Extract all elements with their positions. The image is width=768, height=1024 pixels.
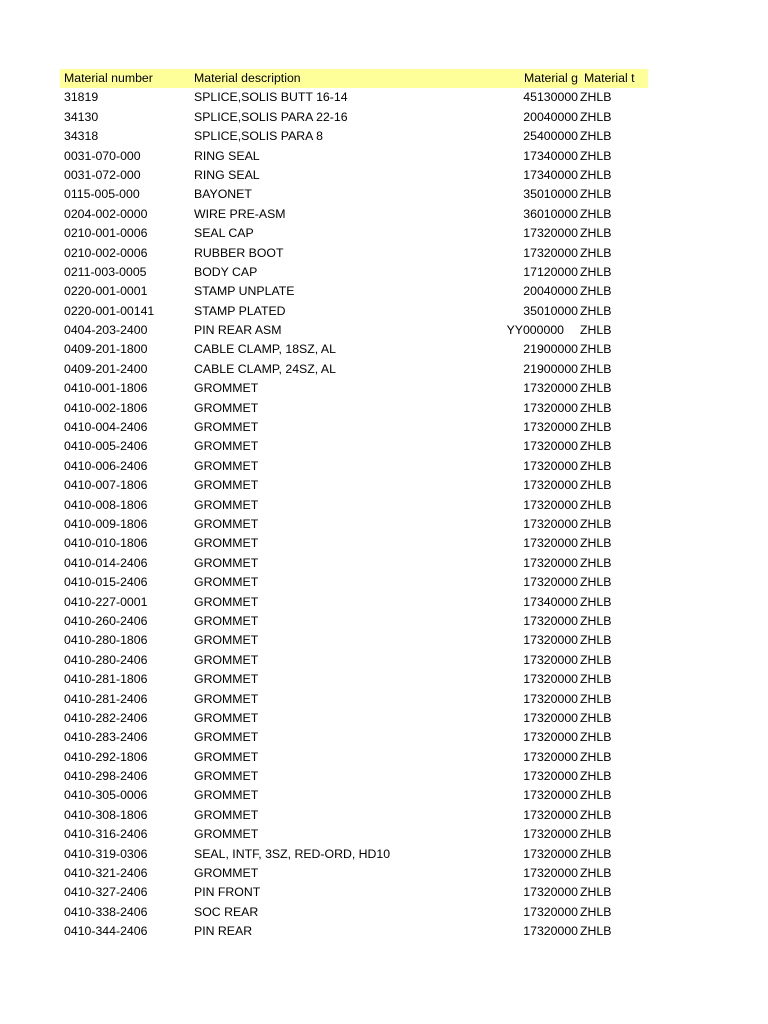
cell-material-number[interactable]: 0220-001-0001 [64, 284, 148, 299]
cell-material-number[interactable]: 34130 [64, 109, 99, 124]
header-material-number[interactable]: Material number [64, 71, 153, 85]
cell-material-description[interactable]: GROMMET [194, 769, 259, 784]
table-row [60, 806, 648, 825]
cell-material-description[interactable]: GROMMET [194, 613, 259, 628]
table-row [60, 612, 648, 631]
cell-material-number[interactable]: 0410-009-1806 [64, 516, 148, 531]
header-material-type[interactable]: Material t [584, 71, 635, 85]
cell-material-group[interactable]: 17320000 [523, 827, 578, 842]
cell-material-group[interactable]: 21900000 [523, 342, 578, 357]
cell-material-type[interactable]: ZHLB [580, 497, 612, 512]
cell-material-description[interactable]: PIN FRONT [194, 885, 261, 900]
cell-material-group[interactable]: 17320000 [523, 749, 578, 764]
cell-material-description[interactable]: GROMMET [194, 536, 259, 551]
cell-material-number[interactable]: 0410-344-2406 [64, 924, 148, 939]
cell-material-description[interactable]: GROMMET [194, 497, 259, 512]
cell-material-type[interactable]: ZHLB [580, 594, 612, 609]
cell-material-group[interactable]: 17320000 [523, 381, 578, 396]
cell-material-group[interactable]: 17320000 [523, 497, 578, 512]
cell-material-number[interactable]: 0410-006-2406 [64, 458, 148, 473]
table-row [60, 88, 648, 107]
table-row [60, 244, 648, 263]
table-row [60, 864, 648, 883]
cell-material-description[interactable]: GROMMET [194, 827, 259, 842]
cell-material-description[interactable]: GROMMET [194, 458, 259, 473]
table-row [60, 845, 648, 864]
cell-material-number[interactable]: 0410-281-1806 [64, 672, 148, 687]
cell-material-description[interactable]: RING SEAL [194, 148, 260, 163]
table-row [60, 147, 648, 166]
cell-material-group[interactable]: 45130000 [523, 90, 578, 105]
cell-material-group[interactable]: 21900000 [523, 361, 578, 376]
cell-material-group[interactable]: 17320000 [523, 807, 578, 822]
cell-material-type[interactable]: ZHLB [580, 730, 612, 745]
cell-material-group[interactable]: 17320000 [523, 400, 578, 415]
cell-material-group[interactable]: 17340000 [523, 148, 578, 163]
cell-material-type[interactable]: ZHLB [580, 788, 612, 803]
cell-material-type[interactable]: ZHLB [580, 129, 612, 144]
cell-material-type[interactable]: ZHLB [580, 458, 612, 473]
header-material-group[interactable]: Material g [524, 71, 578, 85]
cell-material-group[interactable]: 17340000 [523, 167, 578, 182]
table-row [60, 593, 648, 612]
cell-material-type[interactable]: ZHLB [580, 420, 612, 435]
table-header-row [60, 69, 648, 88]
cell-material-number[interactable]: 34318 [64, 129, 99, 144]
cell-material-type[interactable]: ZHLB [580, 303, 612, 318]
cell-material-description[interactable]: SPLICE,SOLIS BUTT 16-14 [194, 90, 348, 105]
cell-material-number[interactable]: 0404-203-2400 [64, 323, 148, 338]
cell-material-number[interactable]: 0410-305-0006 [64, 788, 148, 803]
cell-material-group[interactable]: 17320000 [523, 904, 578, 919]
cell-material-group[interactable]: 17340000 [523, 594, 578, 609]
cell-material-group[interactable]: 35010000 [523, 187, 578, 202]
cell-material-type[interactable]: ZHLB [580, 807, 612, 822]
cell-material-group[interactable]: 20040000 [523, 284, 578, 299]
cell-material-group[interactable]: 17320000 [523, 846, 578, 861]
cell-material-type[interactable]: ZHLB [580, 827, 612, 842]
table-row [60, 515, 648, 534]
cell-material-number[interactable]: 0031-070-000 [64, 148, 141, 163]
cell-material-number[interactable]: 0410-292-1806 [64, 749, 148, 764]
table-row [60, 205, 648, 224]
cell-material-type[interactable]: ZHLB [580, 148, 612, 163]
cell-material-type[interactable]: ZHLB [580, 516, 612, 531]
table-row [60, 825, 648, 844]
cell-material-group[interactable]: 17320000 [523, 439, 578, 454]
cell-material-group[interactable]: 17320000 [523, 555, 578, 570]
cell-material-group[interactable]: 17320000 [523, 788, 578, 803]
table-row [60, 651, 648, 670]
cell-material-number[interactable]: 0410-014-2406 [64, 555, 148, 570]
cell-material-description[interactable]: SPLICE,SOLIS PARA 8 [194, 129, 323, 144]
cell-material-number[interactable]: 0410-002-1806 [64, 400, 148, 415]
table-row [60, 767, 648, 786]
cell-material-number[interactable]: 0410-227-0001 [64, 594, 148, 609]
table-row [60, 748, 648, 767]
cell-material-description[interactable]: GROMMET [194, 575, 259, 590]
cell-material-group[interactable]: 17320000 [523, 652, 578, 667]
table-row [60, 534, 648, 553]
table-row [60, 282, 648, 301]
cell-material-number[interactable]: 0410-319-0306 [64, 846, 148, 861]
cell-material-type[interactable]: ZHLB [580, 284, 612, 299]
cell-material-number[interactable]: 0410-004-2406 [64, 420, 148, 435]
cell-material-description[interactable]: CABLE CLAMP, 18SZ, AL [194, 342, 336, 357]
table-row [60, 670, 648, 689]
cell-material-number[interactable]: 0031-072-000 [64, 167, 141, 182]
cell-material-description[interactable]: GROMMET [194, 594, 259, 609]
table-row [60, 321, 648, 340]
cell-material-group[interactable]: 17320000 [523, 672, 578, 687]
cell-material-description[interactable]: PIN REAR ASM [194, 323, 282, 338]
cell-material-description[interactable]: GROMMET [194, 710, 259, 725]
table-row [60, 379, 648, 398]
cell-material-description[interactable]: STAMP UNPLATE [194, 284, 295, 299]
cell-material-number[interactable]: 31819 [64, 90, 99, 105]
cell-material-number[interactable]: 0410-308-1806 [64, 807, 148, 822]
cell-material-description[interactable]: BAYONET [194, 187, 252, 202]
cell-material-number[interactable]: 0410-327-2406 [64, 885, 148, 900]
cell-material-type[interactable]: ZHLB [580, 400, 612, 415]
cell-material-group[interactable]: 17320000 [523, 866, 578, 881]
cell-material-number[interactable]: 0115-005-000 [64, 187, 140, 202]
cell-material-description[interactable]: GROMMET [194, 652, 259, 667]
cell-material-description[interactable]: GROMMET [194, 749, 259, 764]
table-row [60, 573, 648, 592]
cell-material-description[interactable]: GROMMET [194, 633, 259, 648]
cell-material-number[interactable]: 0210-001-0006 [64, 226, 148, 241]
cell-material-type[interactable]: ZHLB [580, 90, 612, 105]
cell-material-type[interactable]: ZHLB [580, 652, 612, 667]
cell-material-number[interactable]: 0410-015-2406 [64, 575, 148, 590]
cell-material-number[interactable]: 0410-321-2406 [64, 866, 148, 881]
cell-material-number[interactable]: 0410-280-1806 [64, 633, 148, 648]
cell-material-type[interactable]: ZHLB [580, 904, 612, 919]
cell-material-description[interactable]: BODY CAP [194, 264, 258, 279]
cell-material-group[interactable]: 17320000 [523, 924, 578, 939]
cell-material-number[interactable]: 0410-316-2406 [64, 827, 148, 842]
cell-material-number[interactable]: 0410-280-2406 [64, 652, 148, 667]
cell-material-group[interactable]: 17120000 [523, 264, 578, 279]
cell-material-group[interactable]: 17320000 [523, 613, 578, 628]
cell-material-description[interactable]: WIRE PRE-ASM [194, 206, 286, 221]
cell-material-type[interactable]: ZHLB [580, 575, 612, 590]
cell-material-group[interactable]: 35010000 [523, 303, 578, 318]
cell-material-description[interactable]: GROMMET [194, 555, 259, 570]
cell-material-description[interactable]: SOC REAR [194, 904, 259, 919]
cell-material-type[interactable]: ZHLB [580, 846, 612, 861]
cell-material-number[interactable]: 0410-010-1806 [64, 536, 148, 551]
material-table [60, 69, 648, 942]
cell-material-number[interactable]: 0409-201-2400 [64, 361, 148, 376]
cell-material-group[interactable]: 17320000 [523, 769, 578, 784]
cell-material-group[interactable]: 17320000 [523, 730, 578, 745]
table-row [60, 922, 648, 941]
table-row [60, 883, 648, 902]
table-row [60, 728, 648, 747]
cell-material-type[interactable]: ZHLB [580, 381, 612, 396]
cell-material-group[interactable]: 17320000 [523, 245, 578, 260]
cell-material-number[interactable]: 0410-281-2406 [64, 691, 148, 706]
cell-material-description[interactable]: RING SEAL [194, 167, 260, 182]
table-row [60, 903, 648, 922]
cell-material-group[interactable]: 17320000 [523, 516, 578, 531]
cell-material-group[interactable]: 17320000 [523, 575, 578, 590]
cell-material-number[interactable]: 0211-003-0005 [64, 264, 147, 279]
cell-material-type[interactable]: ZHLB [580, 478, 612, 493]
cell-material-number[interactable]: 0220-001-00141 [64, 303, 155, 318]
cell-material-description[interactable]: SEAL, INTF, 3SZ, RED-ORD, HD10 [194, 846, 391, 861]
cell-material-type[interactable]: ZHLB [580, 264, 612, 279]
cell-material-description[interactable]: CABLE CLAMP, 24SZ, AL [194, 361, 336, 376]
cell-material-description[interactable]: GROMMET [194, 807, 259, 822]
cell-material-number[interactable]: 0410-338-2406 [64, 904, 148, 919]
cell-material-group[interactable]: 17320000 [523, 458, 578, 473]
cell-material-type[interactable]: ZHLB [580, 439, 612, 454]
table-row [60, 340, 648, 359]
cell-material-number[interactable]: 0409-201-1800 [64, 342, 148, 357]
cell-material-type[interactable]: ZHLB [580, 749, 612, 764]
cell-material-description[interactable]: GROMMET [194, 478, 259, 493]
table-row [60, 437, 648, 456]
cell-material-number[interactable]: 0410-001-1806 [64, 381, 148, 396]
cell-material-group[interactable]: 17320000 [523, 478, 578, 493]
cell-material-description[interactable]: SEAL CAP [194, 226, 254, 241]
cell-material-type[interactable]: ZHLB [580, 769, 612, 784]
cell-material-number[interactable]: 0410-298-2406 [64, 769, 148, 784]
table-row [60, 496, 648, 515]
cell-material-type[interactable]: ZHLB [580, 206, 612, 221]
table-row [60, 418, 648, 437]
table-row [60, 631, 648, 650]
cell-material-description[interactable]: SPLICE,SOLIS PARA 22-16 [194, 109, 348, 124]
cell-material-number[interactable]: 0204-002-0000 [64, 206, 148, 221]
cell-material-number[interactable]: 0410-260-2406 [64, 613, 148, 628]
cell-material-type[interactable]: ZHLB [580, 323, 612, 338]
cell-material-description[interactable]: PIN REAR [194, 924, 253, 939]
table-row [60, 166, 648, 185]
cell-material-description[interactable]: STAMP PLATED [194, 303, 286, 318]
cell-material-group[interactable]: 17320000 [523, 226, 578, 241]
cell-material-type[interactable]: ZHLB [580, 613, 612, 628]
cell-material-type[interactable]: ZHLB [580, 536, 612, 551]
table-row [60, 263, 648, 282]
cell-material-group[interactable]: 25400000 [523, 129, 578, 144]
table-row [60, 457, 648, 476]
cell-material-description[interactable]: GROMMET [194, 788, 259, 803]
cell-material-group[interactable]: 17320000 [523, 691, 578, 706]
cell-material-group[interactable]: 17320000 [523, 536, 578, 551]
cell-material-number[interactable]: 0410-007-1806 [64, 478, 148, 493]
cell-material-type[interactable]: ZHLB [580, 866, 612, 881]
cell-material-description[interactable]: GROMMET [194, 439, 259, 454]
cell-material-type[interactable]: ZHLB [580, 167, 612, 182]
table-row [60, 786, 648, 805]
cell-material-type[interactable]: ZHLB [580, 885, 612, 900]
cell-material-type[interactable]: ZHLB [580, 924, 612, 939]
cell-material-type[interactable]: ZHLB [580, 710, 612, 725]
table-row [60, 108, 648, 127]
cell-material-description[interactable]: GROMMET [194, 516, 259, 531]
cell-material-description[interactable]: GROMMET [194, 381, 259, 396]
table-row [60, 224, 648, 243]
cell-material-number[interactable]: 0410-008-1806 [64, 497, 148, 512]
cell-material-number[interactable]: 0210-002-0006 [64, 245, 148, 260]
table-row [60, 690, 648, 709]
table-row [60, 709, 648, 728]
cell-material-description[interactable]: GROMMET [194, 730, 259, 745]
cell-material-type[interactable]: ZHLB [580, 187, 612, 202]
cell-material-description[interactable]: GROMMET [194, 400, 259, 415]
cell-material-type[interactable]: ZHLB [580, 109, 612, 124]
cell-material-number[interactable]: 0410-282-2406 [64, 710, 148, 725]
cell-material-group[interactable]: YY000000 [506, 323, 564, 338]
table-row [60, 185, 648, 204]
table-row [60, 302, 648, 321]
cell-material-type[interactable]: ZHLB [580, 633, 612, 648]
cell-material-description[interactable]: GROMMET [194, 420, 259, 435]
cell-material-group[interactable]: 20040000 [523, 109, 578, 124]
cell-material-description[interactable]: GROMMET [194, 691, 259, 706]
cell-material-type[interactable]: ZHLB [580, 245, 612, 260]
header-material-description[interactable]: Material description [194, 71, 301, 85]
cell-material-type[interactable]: ZHLB [580, 361, 612, 376]
table-row [60, 476, 648, 495]
cell-material-description[interactable]: GROMMET [194, 866, 259, 881]
cell-material-type[interactable]: ZHLB [580, 672, 612, 687]
table-row [60, 399, 648, 418]
table-row [60, 127, 648, 146]
cell-material-description[interactable]: GROMMET [194, 672, 259, 687]
table-body [60, 88, 648, 941]
cell-material-description[interactable]: RUBBER BOOT [194, 245, 284, 260]
cell-material-group[interactable]: 17320000 [523, 633, 578, 648]
cell-material-type[interactable]: ZHLB [580, 555, 612, 570]
table-row [60, 554, 648, 573]
cell-material-group[interactable]: 17320000 [523, 885, 578, 900]
cell-material-group[interactable]: 17320000 [523, 420, 578, 435]
table-row [60, 360, 648, 379]
cell-material-type[interactable]: ZHLB [580, 342, 612, 357]
cell-material-group[interactable]: 36010000 [523, 206, 578, 221]
cell-material-number[interactable]: 0410-283-2406 [64, 730, 148, 745]
cell-material-type[interactable]: ZHLB [580, 691, 612, 706]
cell-material-type[interactable]: ZHLB [580, 226, 612, 241]
cell-material-group[interactable]: 17320000 [523, 710, 578, 725]
cell-material-number[interactable]: 0410-005-2406 [64, 439, 148, 454]
